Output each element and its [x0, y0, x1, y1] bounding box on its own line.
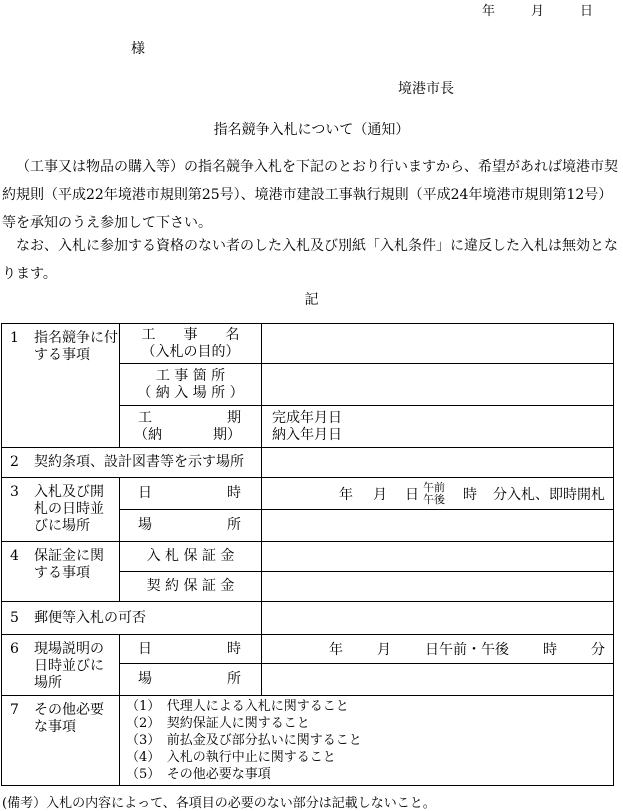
other-items-list: [120, 698, 613, 783]
sub-label-cell: [120, 324, 262, 364]
list-item: （2） 契約保証人に関すること: [126, 716, 310, 731]
other-items-cell: [120, 696, 614, 786]
sub-label-cell: 日 時: [120, 478, 262, 510]
notice-table: [1, 323, 614, 786]
value-cell: [262, 510, 614, 542]
table-row: [2, 602, 614, 635]
table-row: [2, 478, 614, 510]
table-row: [2, 635, 614, 664]
value-cell: [262, 602, 614, 635]
value-cell: [262, 572, 614, 602]
sub-label: 工 事 名 （入札の目的）: [141, 326, 240, 360]
value-cell: [262, 664, 614, 696]
item-cell: 3 入札及び開札の日時並びに場所: [2, 478, 120, 542]
datetime-cell: 年 月 日午前・午後 時 分: [262, 635, 614, 664]
value-cell: 完成年月日 納入年月日: [262, 406, 614, 448]
ampm-stack: 午前 午後: [423, 480, 445, 506]
date-line: [482, 0, 593, 19]
remark-note: (備考）入札の内容によって、各項目の必要のない部分は記載しないこと。: [2, 796, 436, 811]
ki-heading: 記: [304, 292, 319, 308]
body-paragraph-2: なお、入札に参加する資格のない者のした入札及び別紙「入札条件」に違反した入札は無効となります。: [2, 238, 618, 282]
sub-label-cell: [120, 364, 262, 406]
table-row: [2, 696, 614, 786]
item-cell: 4 保証金に関する事項: [2, 542, 120, 602]
sub-label-cell: 工 期 （納 期）: [120, 406, 262, 448]
table-row: [2, 448, 614, 478]
list-item: （4） 入札の執行中止に関すること: [126, 750, 336, 765]
date-month: 月: [530, 4, 544, 19]
item-number: 1: [10, 330, 19, 346]
date-year: 年: [481, 4, 495, 19]
sub-label-cell: 日 時: [120, 635, 262, 664]
item-cell: [2, 324, 120, 448]
item-cell: 6 現場説明の日時並びに場所: [2, 635, 120, 696]
sub-label-cell: 入 札 保 証 金: [120, 542, 262, 572]
item-cell: 2 契約条項、設計図書等を示す場所: [2, 448, 262, 478]
list-item: （5） その他必要な事項: [126, 767, 271, 782]
list-item: （3） 前払金及び部分払いに関すること: [126, 733, 362, 748]
sub-label-cell: 場 所: [120, 664, 262, 696]
datetime-cell: 年 月 日 午前 午後 時 分入札、即時開札: [262, 478, 614, 510]
sub-label: 工 事 箇 所 （ 納 入 場 所 ）: [137, 367, 244, 401]
sub-label-cell: 契 約 保 証 金: [120, 572, 262, 602]
value-cell: [262, 448, 614, 478]
body-paragraph-1: （工事又は物品の購入等）の指名競争入札を下記のとおり行いますから、希望があれば境港市契約規則（平成22年境港市規則第25号）、境港市建設工事執行規則（平成24年境港市規則第12号）等を承知のうえ参加して下さい。: [2, 159, 618, 231]
sender: 境港市長: [398, 81, 454, 97]
addressee: 様: [131, 41, 145, 57]
value-cell: [262, 364, 614, 406]
sub-label-cell: 場 所: [120, 510, 262, 542]
value-cell: [262, 542, 614, 572]
item-cell: 5 郵便等入札の可否: [2, 602, 262, 635]
table-row: [2, 324, 614, 364]
table-row: [2, 542, 614, 572]
list-item: （1） 代理人による入札に関すること: [126, 699, 349, 714]
value-cell: [262, 324, 614, 364]
item-label: 指名競争に付する事項: [34, 330, 118, 363]
document-title: 指名競争入札について（通知）: [213, 122, 410, 138]
date-day: 日: [579, 4, 593, 19]
item-cell: 7 その他必要な事項: [2, 696, 120, 786]
